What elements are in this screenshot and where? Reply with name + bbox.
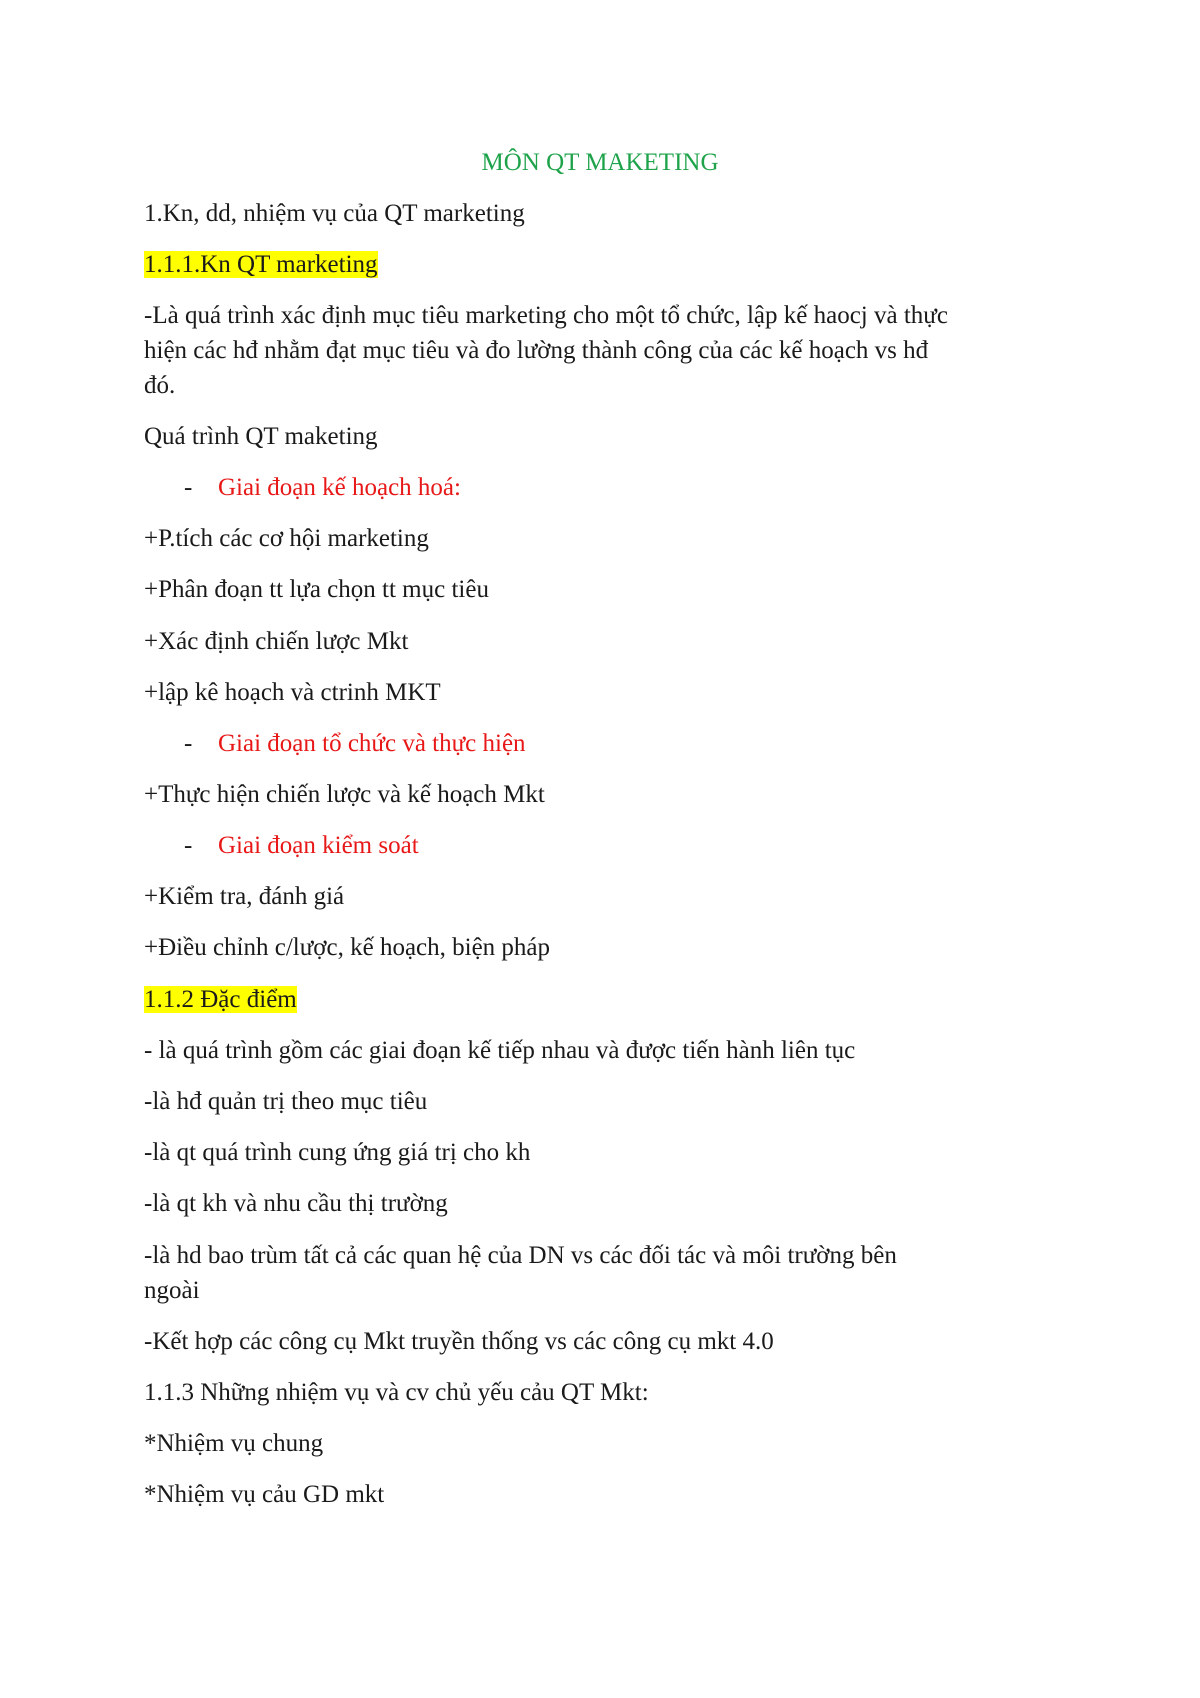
list-item: -Kết hợp các công cụ Mkt truyền thống vs các công cụ mkt 4.0: [144, 1328, 774, 1355]
definition-line-1: -Là quá trình xác định mục tiêu marketing cho một tổ chức, lập kế haocj và thực: [144, 302, 948, 329]
section-heading-1-1-2: [144, 983, 297, 1017]
list-item-continuation: ngoài: [144, 1277, 200, 1304]
list-item: -là qt quá trình cung ứng giá trị cho kh: [144, 1139, 531, 1166]
bullet-dash: -: [184, 832, 193, 859]
section-heading-1-1-1: [144, 248, 378, 282]
list-item: -là qt kh và nhu cầu thị trường: [144, 1190, 448, 1217]
list-item: +lập kê hoạch và ctrinh MKT: [144, 679, 441, 706]
highlighted-heading-text: 1.1.1.Kn QT marketing: [144, 251, 378, 278]
list-item: *Nhiệm vụ chung: [144, 1430, 324, 1457]
bullet-dash: -: [184, 474, 193, 501]
stage-1-label: Giai đoạn kế hoạch hoá:: [218, 474, 461, 501]
heading-1: 1.Kn, dd, nhiệm vụ của QT marketing: [144, 200, 525, 227]
list-item: +Kiểm tra, đánh giá: [144, 883, 345, 910]
list-item: +Điều chỉnh c/lược, kế hoạch, biện pháp: [144, 934, 551, 961]
list-item: -là hd bao trùm tất cả các quan hệ của DN vs các đối tác và môi trường bên: [144, 1242, 897, 1269]
bullet-dash: -: [184, 730, 193, 757]
stage-2-label: Giai đoạn tổ chức và thực hiện: [218, 730, 526, 757]
list-item: +Phân đoạn tt lựa chọn tt mục tiêu: [144, 576, 489, 603]
definition-line-2: hiện các hđ nhằm đạt mục tiêu và đo lường thành công của các kế hoạch vs hđ: [144, 337, 929, 364]
process-title: Quá trình QT maketing: [144, 423, 378, 450]
list-item: +P.tích các cơ hội marketing: [144, 525, 429, 552]
list-item: +Thực hiện chiến lược và kế hoạch Mkt: [144, 781, 545, 808]
section-heading-1-1-3: 1.1.3 Những nhiệm vụ và cv chủ yếu cảu QT Mkt:: [144, 1379, 649, 1406]
list-item: -là hđ quản trị theo mục tiêu: [144, 1088, 428, 1115]
document-title: MÔN QT MAKETING: [481, 149, 719, 176]
stage-3-label: Giai đoạn kiểm soát: [218, 832, 419, 859]
highlighted-heading-text: 1.1.2 Đặc điểm: [144, 986, 297, 1013]
list-item: - là quá trình gồm các giai đoạn kế tiếp nhau và được tiến hành liên tục: [144, 1037, 856, 1064]
list-item: +Xác định chiến lược Mkt: [144, 628, 409, 655]
definition-line-3: đó.: [144, 372, 176, 399]
list-item: *Nhiệm vụ cảu GD mkt: [144, 1481, 385, 1508]
